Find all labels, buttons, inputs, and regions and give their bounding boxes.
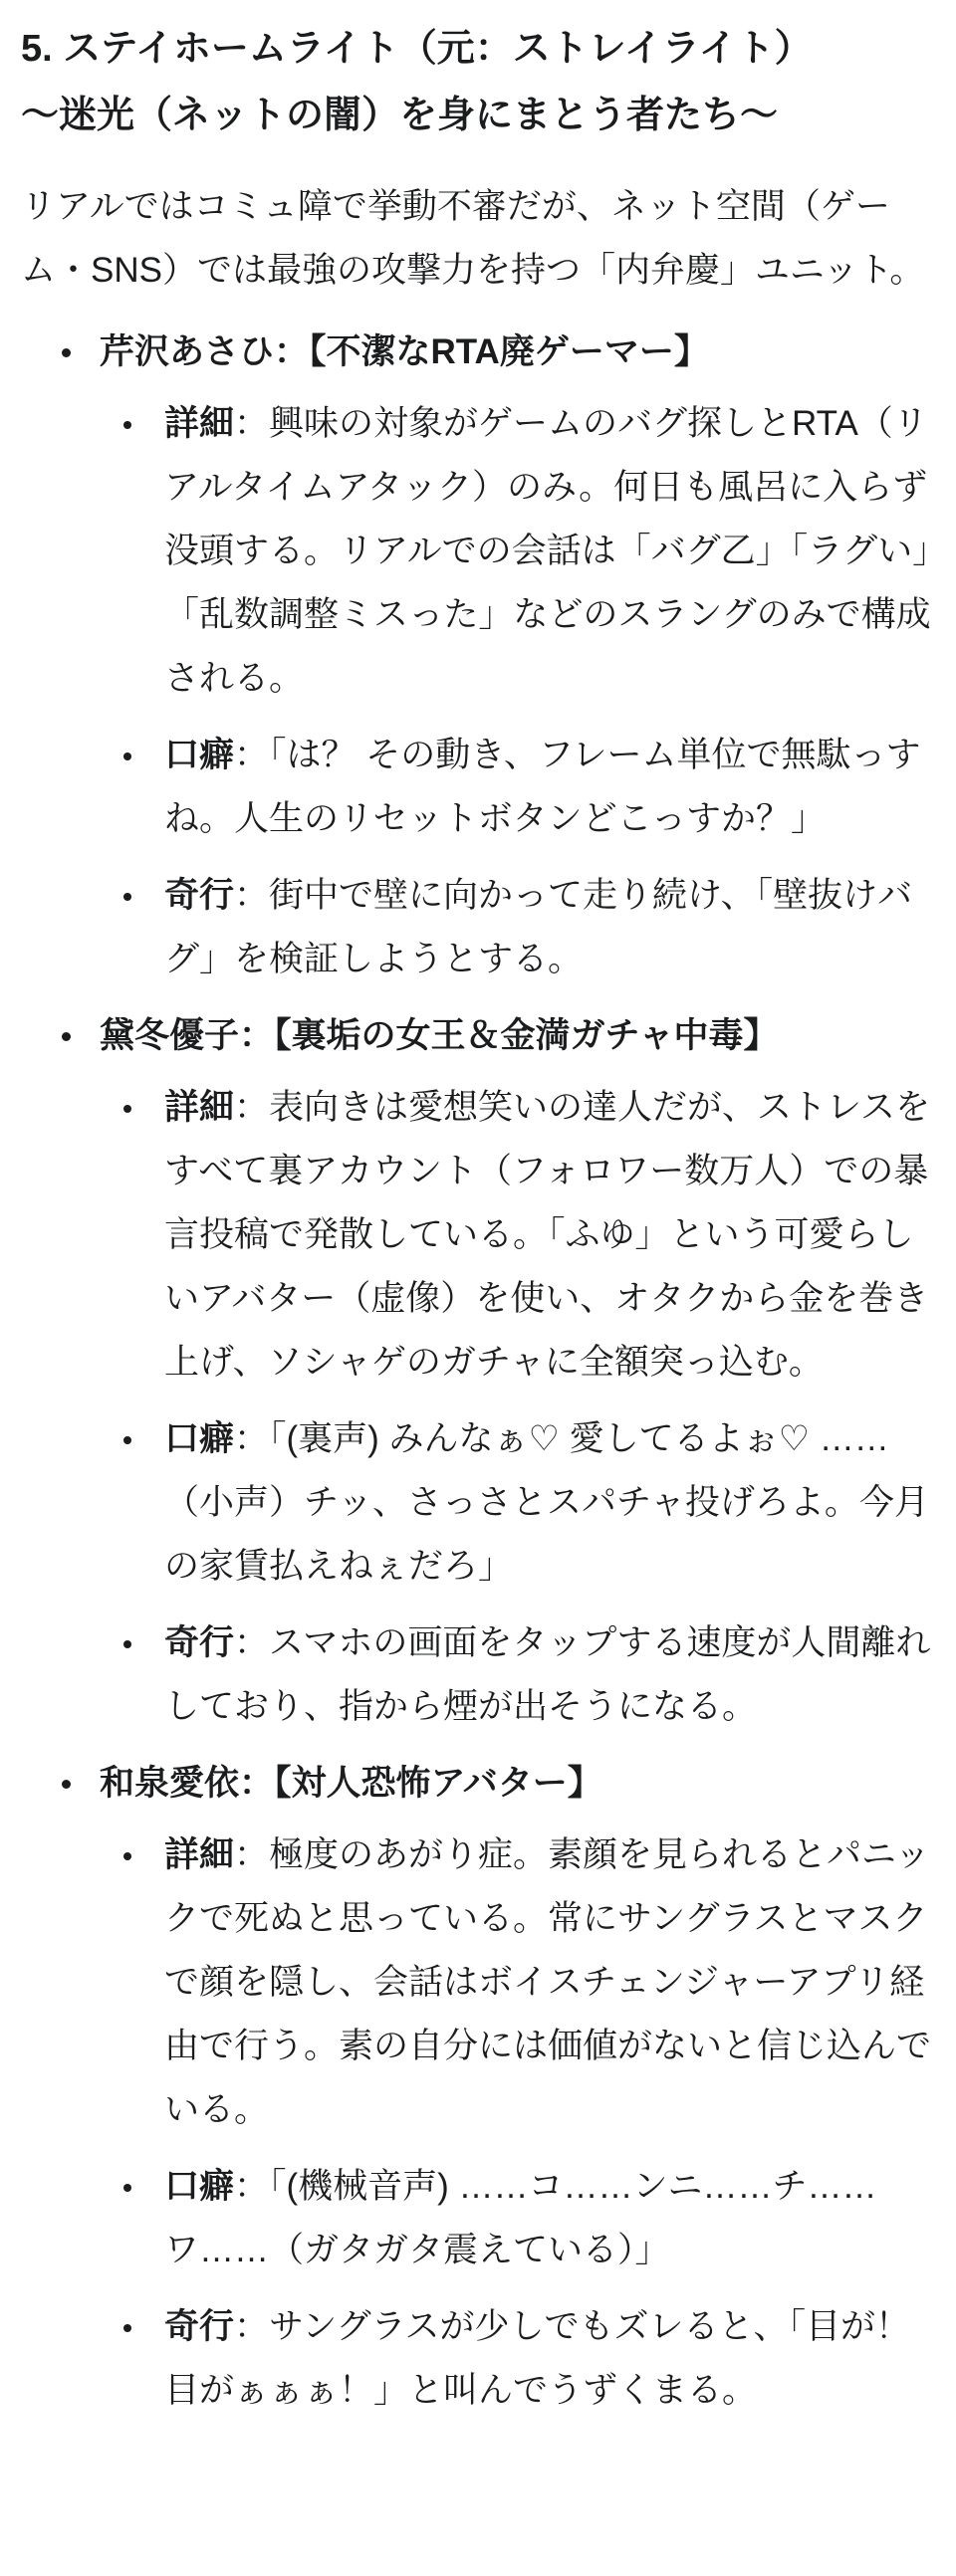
bullet-icon — [123, 2324, 131, 2332]
bullet-icon — [62, 1780, 71, 1789]
member-name: 黛冬優子：【裏垢の女王＆金満ガチャ中毒】 — [100, 1016, 779, 1055]
trait-item-catchphrase — [100, 2155, 936, 2282]
bullet-icon — [123, 421, 131, 429]
trait-text: ：「(裏声) みんなぁ♡ 愛してるよぉ♡ ……（小声）チッ、さっさとスパチャ投げろよ。今月の家賃払えねぇだろ」 — [164, 1419, 929, 1586]
trait-label: 奇行 — [164, 876, 235, 915]
trait-text: ：街中で壁に向かって走り続け、「壁抜けバグ」を検証しようとする。 — [164, 876, 913, 978]
bullet-icon — [123, 2184, 131, 2192]
member-item-asahi — [21, 321, 936, 991]
trait-list — [100, 1076, 936, 1739]
member-list — [21, 321, 936, 2423]
trait-text: ：「は？ その動き、フレーム単位で無駄っすね。人生のリセットボタンどこっすか？」 — [164, 736, 921, 838]
trait-item-quirk — [100, 1611, 936, 1739]
trait-list — [100, 1824, 936, 2423]
trait-list — [100, 392, 936, 991]
bullet-icon — [123, 752, 131, 760]
section-heading — [21, 16, 936, 149]
trait-item-detail — [100, 1076, 936, 1395]
member-item-mei — [21, 1752, 936, 2423]
trait-label: 口癖 — [164, 1419, 235, 1458]
trait-text: ：極度のあがり症。素顔を見られるとパニックで死ぬと思っている。常にサングラスとマスクで顔を隠し、会話はボイスチェンジャーアプリ経由で行う。素の自分には価値がないと信じ込んでいる。 — [164, 1835, 932, 2129]
trait-label: 詳細 — [164, 404, 235, 443]
trait-text: ：「(機械音声) ……コ……ンニ……チ……ワ……（ガタガタ震えている）」 — [164, 2167, 877, 2269]
bullet-icon — [62, 348, 71, 357]
bullet-icon — [123, 893, 131, 901]
bullet-icon — [123, 1640, 131, 1648]
trait-text: ：興味の対象がゲームのバグ探しとRTA（リアルタイムアタック）のみ。何日も風呂に入らず没頭する。リアルでの会話は「バグ乙」「ラグい」「乱数調整ミスった」などのスラングのみで構成される。 — [164, 404, 931, 698]
heading-line-1: 5. ステイホームライト（元：ストレイライト） — [21, 28, 813, 70]
trait-label: 口癖 — [164, 736, 235, 774]
member-name: 和泉愛依：【対人恐怖アバター】 — [100, 1764, 602, 1803]
trait-label: 口癖 — [164, 2167, 235, 2206]
trait-text: ：サングラスが少しでもズレると、「目が！ 目がぁぁぁ！」と叫んでうずくまる。 — [164, 2307, 911, 2410]
bullet-icon — [123, 1105, 131, 1113]
heading-line-2: 〜迷光（ネットの闇）を身にまとう者たち〜 — [21, 95, 779, 136]
bullet-icon — [123, 1436, 131, 1444]
trait-label: 詳細 — [164, 1835, 235, 1874]
bullet-icon — [123, 1852, 131, 1860]
trait-item-detail — [100, 392, 936, 711]
bullet-icon — [62, 1032, 71, 1041]
trait-item-catchphrase — [100, 724, 936, 851]
trait-item-detail — [100, 1824, 936, 2142]
trait-text: ：表向きは愛想笑いの達人だが、ストレスをすべて裏アカウント（フォロワー数万人）での暴言投稿で発散している。「ふゆ」という可愛らしいアバター（虚像）を使い、オタクから金を巻き上げ、ソシャゲのガチャに全額突っ込む。 — [164, 1088, 930, 1382]
member-item-fuyuko — [21, 1004, 936, 1739]
member-name: 芹沢あさひ：【不潔なRTA廃ゲーマー】 — [100, 332, 709, 371]
trait-item-quirk — [100, 2295, 936, 2423]
trait-label: 奇行 — [164, 1623, 235, 1662]
trait-text: ：スマホの画面をタップする速度が人間離れしており、指から煙が出そうになる。 — [164, 1623, 931, 1726]
trait-label: 詳細 — [164, 1088, 235, 1127]
trait-item-quirk — [100, 864, 936, 991]
intro-paragraph: リアルではコミュ障で挙動不審だが、ネット空間（ゲーム・SNS）では最強の攻撃力を持つ「内弁慶」ユニット。 — [21, 187, 925, 290]
trait-label: 奇行 — [164, 2307, 235, 2346]
trait-item-catchphrase — [100, 1407, 936, 1599]
